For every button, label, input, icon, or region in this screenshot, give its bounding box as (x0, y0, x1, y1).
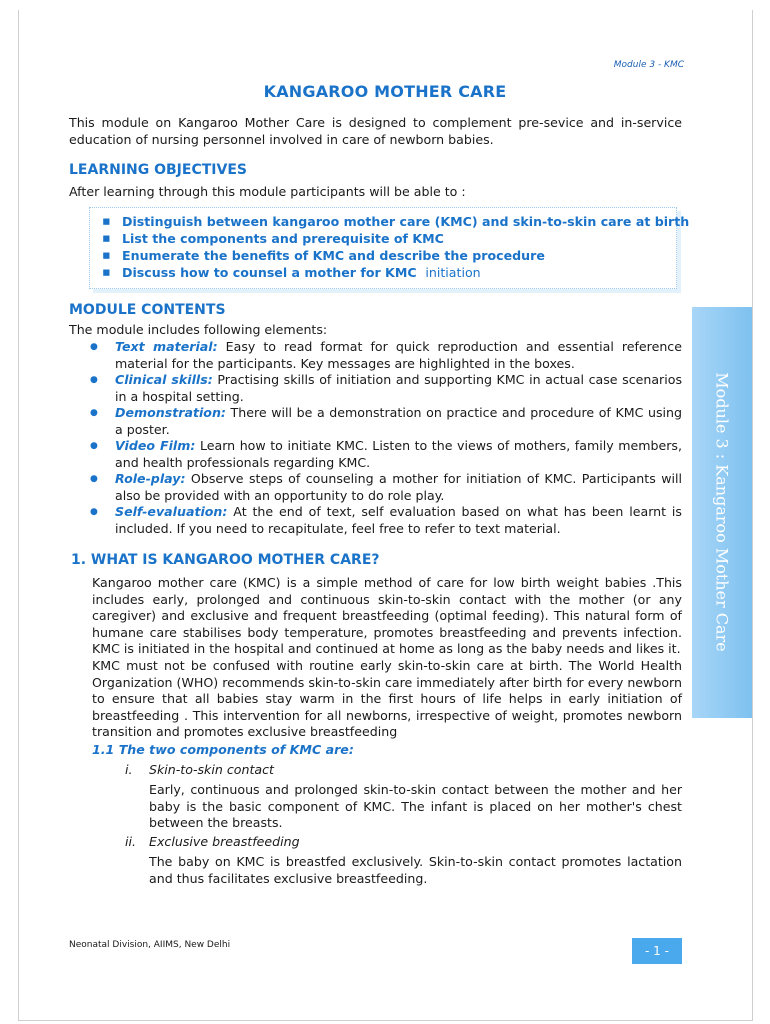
component-2-title: ii. Exclusive breastfeeding (125, 834, 300, 849)
module-reference: Module 3 - KMC (613, 60, 684, 70)
section-1-heading: 1. WHAT IS KANGAROO MOTHER CARE? (71, 552, 380, 568)
content-item: ● Demonstration: There will be a demonstration on practice and procedure of KMC using a poster. (91, 405, 682, 438)
section-1-paragraph-1: Kangaroo mother care (KMC) is a simple method of care for low birth weight babies .This includes early, prolonged and continuous skin-to-skin contact with the mother (or any caregiver) and exclusive and frequent breastfeeding (optimal feeding). This natural form of humane care stabilises body temperature, promotes breastfeeding and prevents infection. KMC is initiated in the hospital and continued at home as long as the baby needs and likes it. (92, 575, 682, 656)
page-number: - 1 - (632, 938, 682, 964)
component-1-text: Early, continuous and prolonged skin-to-skin contact between the mother and her baby is the basic component of KMC. The infant is placed on her mother's chest between the breasts. (149, 782, 682, 830)
module-contents-heading: MODULE CONTENTS (69, 302, 226, 318)
content-item: ● Self-evaluation: At the end of text, self evaluation based on what has been learnt is included. If you need to recapitulate, feel free to refer to text material. (91, 504, 682, 537)
module-contents-lead: The module includes following elements: (69, 322, 328, 337)
objectives-list (90, 208, 690, 281)
side-tab-label: Module 3 : Kangaroo Mother Care (712, 372, 732, 652)
subsection-1-1-heading: 1.1 The two components of KMC are: (92, 742, 354, 757)
module-contents-list (91, 339, 682, 537)
content-item: ● Text material: Easy to read format for quick reproduction and essential reference material for the participants. Key messages are highlighted in the boxes. (91, 339, 682, 372)
component-1-title: i. Skin-to-skin contact (125, 762, 274, 777)
objective-item: ▪ Discuss how to counsel a mother for KMC initiation (100, 264, 676, 281)
content-item: ● Role-play: Observe steps of counseling a mother for initiation of KMC. Participants will also be provided with an opportunity to do role play. (91, 471, 682, 504)
objective-item: ▪ Enumerate the benefits of KMC and describe the procedure (100, 247, 676, 264)
page-title: KANGAROO MOTHER CARE (263, 82, 507, 101)
intro-paragraph: This module on Kangaroo Mother Care is designed to complement pre-sevice and in-service education of nursing personnel involved in care of newborn babies. (69, 115, 682, 147)
objectives-box (89, 207, 690, 289)
component-2-text: The baby on KMC is breastfed exclusively. Skin-to-skin contact promotes lactation and thus facilitates exclusive breastfeeding. (149, 854, 682, 886)
objective-item: ▪ Distinguish between kangaroo mother care (KMC) and skin-to-skin care at birth (100, 213, 676, 230)
content-item: ● Clinical skills: Practising skills of initiation and supporting KMC in actual case scenarios in a hospital setting. (91, 372, 682, 405)
objective-item-suffix: initiation (425, 265, 481, 280)
objective-item: ▪ List the components and prerequisite of KMC (100, 230, 676, 247)
footer-credit: Neonatal Division, AIIMS, New Delhi (69, 940, 231, 950)
section-1-paragraph-2: KMC must not be confused with routine early skin-to-skin care at birth. The World Health Organization (WHO) recommends skin-to-skin care immediately after birth for every newborn to ensure that all babies stay warm in the first hours of life helps in early initiation of breastfeeding . This intervention for all newborns, irrespective of weight, promotes newborn transition and promotes exclusive breastfeeding (92, 658, 682, 739)
content-item: ● Video Film: Learn how to initiate KMC. Listen to the views of mothers, family members, and health professionals regarding KMC. (91, 438, 682, 471)
learning-objectives-heading: LEARNING OBJECTIVES (69, 162, 247, 178)
learning-objectives-lead: After learning through this module participants will be able to : (69, 184, 466, 199)
